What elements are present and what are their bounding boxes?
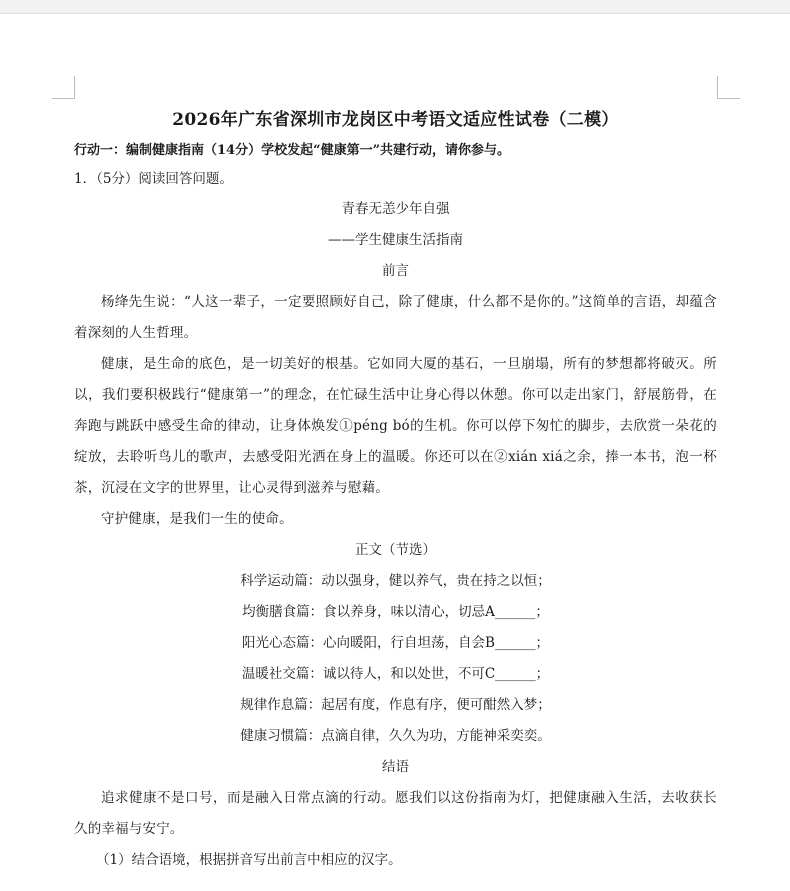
sub-question-1: （1）结合语境，根据拼音写出前言中相应的汉字。 [96, 852, 402, 868]
preface-paragraph-3: 守护健康，是我们一生的使命。 [101, 511, 293, 527]
preface-paragraph-2: 健康，是生命的底色，是一切美好的根基。它如同大厦的基石，一旦崩塌，所有的梦想都将破灭。所以，我们要积极践行“健康第一”的理念，在忙碌生活中让身心得以休憩。你可以走出家门，舒展筋骨，在奔跑与跳跃中感受生命的律动，让身体焕发①péng bó的生机。你可以停下匆忙的脚步，去欣赏一朵花的绽放，去聆听鸟儿的歌声，去感受阳光洒在身上的温暖。你还可以在②xián xiá之余，捧一本书，泡一杯茶，沉浸在文字的世界里，让心灵得到滋养与慰藉。 [74, 356, 717, 496]
preface-paragraph-1: 杨绛先生说：“人这一辈子，一定要照顾好自己，除了健康，什么都不是你的。”这简单的言语，却蕴含着深刻的人生哲理。 [74, 294, 717, 341]
chapter-line: 阳光心态篇：心向暖阳，行自坦荡，自会B______； [242, 635, 549, 651]
chapter-line: 科学运动篇：动以强身，健以养气，贵在持之以恒； [240, 573, 551, 589]
chapter-line: 均衡膳食篇：食以养身，味以清心，切忌A______； [242, 604, 549, 620]
guide-subtitle: ——学生健康生活指南 [328, 232, 463, 248]
margin-marker-top-right [717, 76, 740, 99]
question-1: 1．（5分）阅读回答问题。 [74, 171, 233, 187]
body-heading: 正文（节选） [355, 542, 436, 558]
preface-heading: 前言 [382, 263, 409, 279]
guide-title: 青春无恙少年自强 [341, 201, 450, 217]
exam-title: 2026年广东省深圳市龙岗区中考语文适应性试卷（二模） [172, 110, 619, 130]
ruler-band [0, 0, 790, 14]
conclusion-heading: 结语 [382, 759, 409, 775]
chapter-line: 健康习惯篇：点滴自律，久久为功，方能神采奕奕。 [240, 728, 551, 744]
document-body [74, 106, 717, 876]
chapter-line: 规律作息篇：起居有度，作息有序，便可酣然入梦； [240, 697, 551, 713]
margin-marker-top-left [52, 76, 75, 99]
action-heading: 行动一：编制健康指南（14分）学校发起“健康第一”共建行动，请你参与。 [74, 143, 511, 158]
conclusion-paragraph: 追求健康不是口号，而是融入日常点滴的行动。愿我们以这份指南为灯，把健康融入生活，去收获长久的幸福与安宁。 [74, 790, 717, 837]
chapter-line: 温暖社交篇：诚以待人，和以处世，不可C______； [241, 666, 550, 682]
